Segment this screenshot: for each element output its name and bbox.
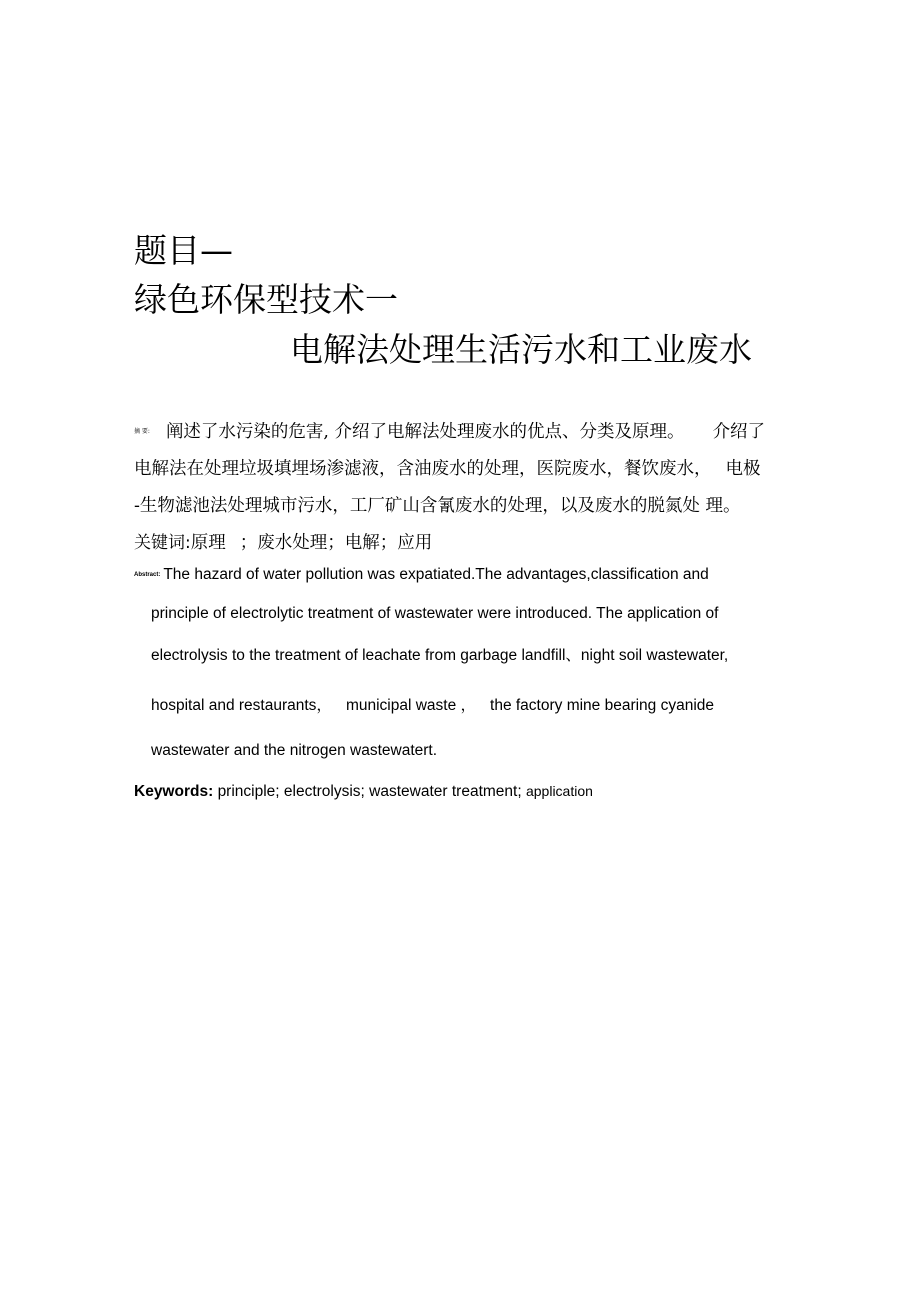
title-line-1: 题目— [134, 231, 233, 270]
keywords-en-line [134, 781, 593, 802]
abstract-en-text-4c: the factory mine bearing cyanide [490, 697, 715, 714]
keywords-en-last: application [525, 783, 593, 799]
abstract-cn-text-1a: 阐述了水污染的危害, 介绍了电解法处理废水的优点、分类及原理。 [165, 422, 685, 442]
abstract-cn-line-1 [134, 420, 765, 444]
keywords-cn-line [134, 531, 432, 555]
keyword-cn-2: 废水处理； [257, 533, 345, 553]
abstract-cn-text-2a: 电解法在处理垃圾填埋场渗滤液，含油废水的处理，医院废水，餐饮废水， [134, 459, 712, 479]
abstract-cn-line-2 [134, 457, 761, 481]
abstract-en-line-3: electrolysis to the treatment of leachate from garbage landfill、night soil wastewater, [151, 647, 729, 664]
keyword-cn-sep: ； [239, 533, 258, 553]
abstract-en-text-4b: municipal waste ， [345, 697, 477, 714]
abstract-cn-text-1b: 介绍了 [712, 422, 766, 442]
abstract-en-line-4 [151, 696, 714, 716]
keywords-en-text: principle; electrolysis; wastewater treatment; [217, 783, 522, 800]
title-line-3: 电解法处理生活污水和工业废水 [290, 330, 752, 369]
abstract-en-line-2: principle of electrolytic treatment of wastewater were introduced. The application of [151, 605, 719, 622]
abstract-en-label: Abstract: [134, 572, 161, 578]
abstract-cn-label: 摘 要: [134, 428, 150, 435]
abstract-en-text-4a: hospital and restaurants， [151, 697, 332, 714]
title-line-2: 绿色环保型技术一 [134, 280, 398, 319]
keyword-cn-4: 应用 [397, 533, 433, 553]
abstract-cn-text-2b: 电极 [725, 459, 761, 479]
abstract-en-line-5: wastewater and the nitrogen wastewatert. [151, 742, 438, 759]
abstract-cn-line-3: -生物滤池法处理城市污水，工厂矿山含氰废水的处理，以及废水的脱氮处 理。 [134, 496, 741, 516]
keywords-en-label: Keywords: [134, 783, 214, 800]
keyword-cn-3: 电解； [344, 533, 398, 553]
keyword-cn-1: 原理 [190, 533, 226, 553]
abstract-en-line-1 [134, 565, 709, 585]
abstract-en-text-1: The hazard of water pollution was expatiated.The advantages,classification and [163, 566, 709, 583]
keywords-cn-label: 关键词: [134, 533, 191, 553]
